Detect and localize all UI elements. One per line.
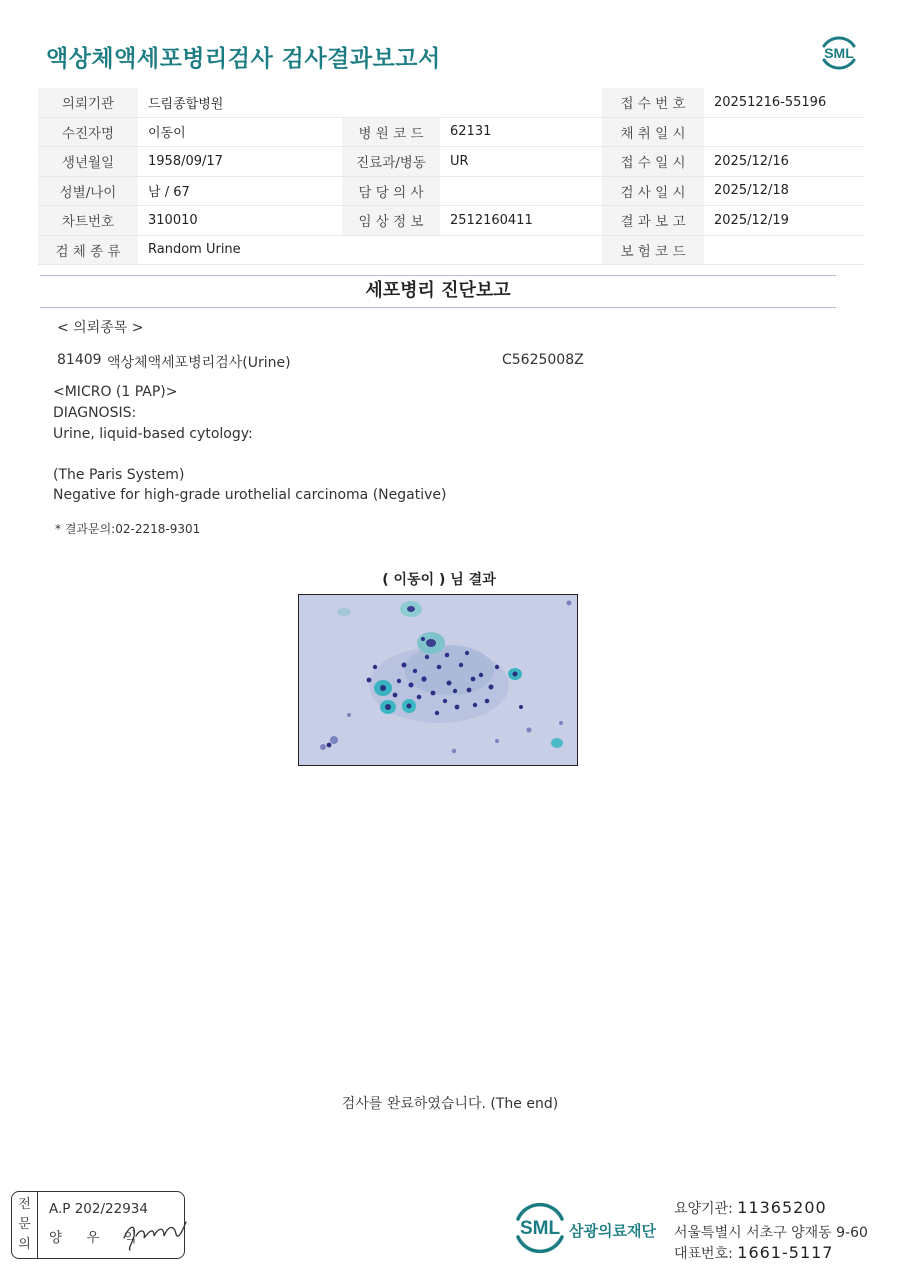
logo-text: SML xyxy=(824,45,854,61)
info-value xyxy=(440,88,602,117)
info-label: 진료과/병동 xyxy=(342,147,440,177)
info-value: UR xyxy=(440,147,602,177)
info-value: 2025/12/16 xyxy=(704,147,864,177)
info-value: 남 / 67 xyxy=(138,176,342,206)
cytology-image xyxy=(298,594,578,766)
signature-image xyxy=(120,1214,190,1252)
info-label: 검 체 종 류 xyxy=(38,235,138,265)
patient-info-table xyxy=(38,88,864,265)
info-value: Random Urine xyxy=(138,235,342,265)
micro-line: <MICRO (1 PAP)> xyxy=(53,384,178,400)
info-label: 차트번호 xyxy=(38,206,138,236)
info-value: 20251216-55196 xyxy=(704,88,864,117)
stamp-char: 전 xyxy=(18,1197,31,1212)
info-label xyxy=(342,88,440,117)
stamp-ap-number: A.P 202/22934 xyxy=(49,1201,148,1217)
info-value: 310010 xyxy=(138,206,342,236)
info-label: 생년월일 xyxy=(38,147,138,177)
diagnosis-label: DIAGNOSIS: xyxy=(53,405,137,421)
info-label: 임 상 정 보 xyxy=(342,206,440,236)
address: 서울특별시 서초구 양재동 9-60 xyxy=(674,1225,868,1241)
info-value xyxy=(704,235,864,265)
info-row xyxy=(38,235,864,265)
sml-logo xyxy=(816,30,862,76)
info-label: 보 험 코 드 xyxy=(602,235,704,265)
footer-logo-text: SML xyxy=(519,1218,561,1239)
info-label: 의뢰기관 xyxy=(38,88,138,117)
order-name: 액상체액세포병리검사(Urine) xyxy=(107,355,291,371)
result-line: Negative for high-grade urothelial carcinoma (Negative) xyxy=(53,487,447,503)
institution-code-label: 요양기관: xyxy=(674,1201,738,1217)
info-label: 수진자명 xyxy=(38,117,138,147)
phone xyxy=(674,1243,833,1263)
info-value: 드림종합병원 xyxy=(138,88,342,117)
info-row xyxy=(38,176,864,206)
info-value: 2025/12/18 xyxy=(704,176,864,206)
stamp-pathologist-name: 양 우 익 xyxy=(49,1230,147,1246)
section-title: 세포병리 진단보고 xyxy=(365,280,511,301)
end-text: 검사를 완료하였습니다. (The end) xyxy=(341,1096,559,1112)
info-row xyxy=(38,88,864,117)
info-value: 2025/12/19 xyxy=(704,206,864,236)
info-row xyxy=(38,117,864,147)
info-label: 검 사 일 시 xyxy=(602,176,704,206)
info-label: 성별/나이 xyxy=(38,176,138,206)
info-label: 결 과 보 고 xyxy=(602,206,704,236)
info-value xyxy=(440,176,602,206)
stamp-char: 의 xyxy=(18,1237,31,1252)
info-row xyxy=(38,147,864,177)
specimen-line: Urine, liquid-based cytology: xyxy=(53,426,253,442)
info-row xyxy=(38,206,864,236)
info-value: 62131 xyxy=(440,117,602,147)
info-value: 1958/09/17 xyxy=(138,147,342,177)
info-label: 채 취 일 시 xyxy=(602,117,704,147)
info-value xyxy=(440,235,602,265)
info-label xyxy=(342,235,440,265)
image-caption: ( 이동이 ) 님 결과 xyxy=(382,572,496,588)
institution-code xyxy=(674,1198,827,1218)
order-heading: < 의뢰종목 > xyxy=(57,320,144,336)
stamp-char: 문 xyxy=(18,1217,31,1232)
phone-value: 1661-5117 xyxy=(737,1243,834,1262)
order-ref: C5625008Z xyxy=(502,352,584,368)
org-name: 삼광의료재단 xyxy=(569,1222,656,1240)
pathologist-stamp xyxy=(11,1191,185,1259)
info-value: 2512160411 xyxy=(440,206,602,236)
phone-label: 대표번호: xyxy=(674,1246,738,1262)
institution-code-value: 11365200 xyxy=(737,1198,827,1217)
stamp-vertical-label xyxy=(12,1192,38,1258)
info-label: 담 당 의 사 xyxy=(342,176,440,206)
info-label: 접 수 번 호 xyxy=(602,88,704,117)
order-code: 81409 xyxy=(57,352,102,368)
report-title: 액상체액세포병리검사 검사결과보고서 xyxy=(46,46,441,72)
system-line: (The Paris System) xyxy=(53,467,185,483)
info-value: 이동이 xyxy=(138,117,342,147)
info-value xyxy=(704,117,864,147)
inquiry-text: * 결과문의:02-2218-9301 xyxy=(55,522,201,536)
section-rule-bottom xyxy=(40,307,836,308)
info-label: 접 수 일 시 xyxy=(602,147,704,177)
info-label: 병 원 코 드 xyxy=(342,117,440,147)
